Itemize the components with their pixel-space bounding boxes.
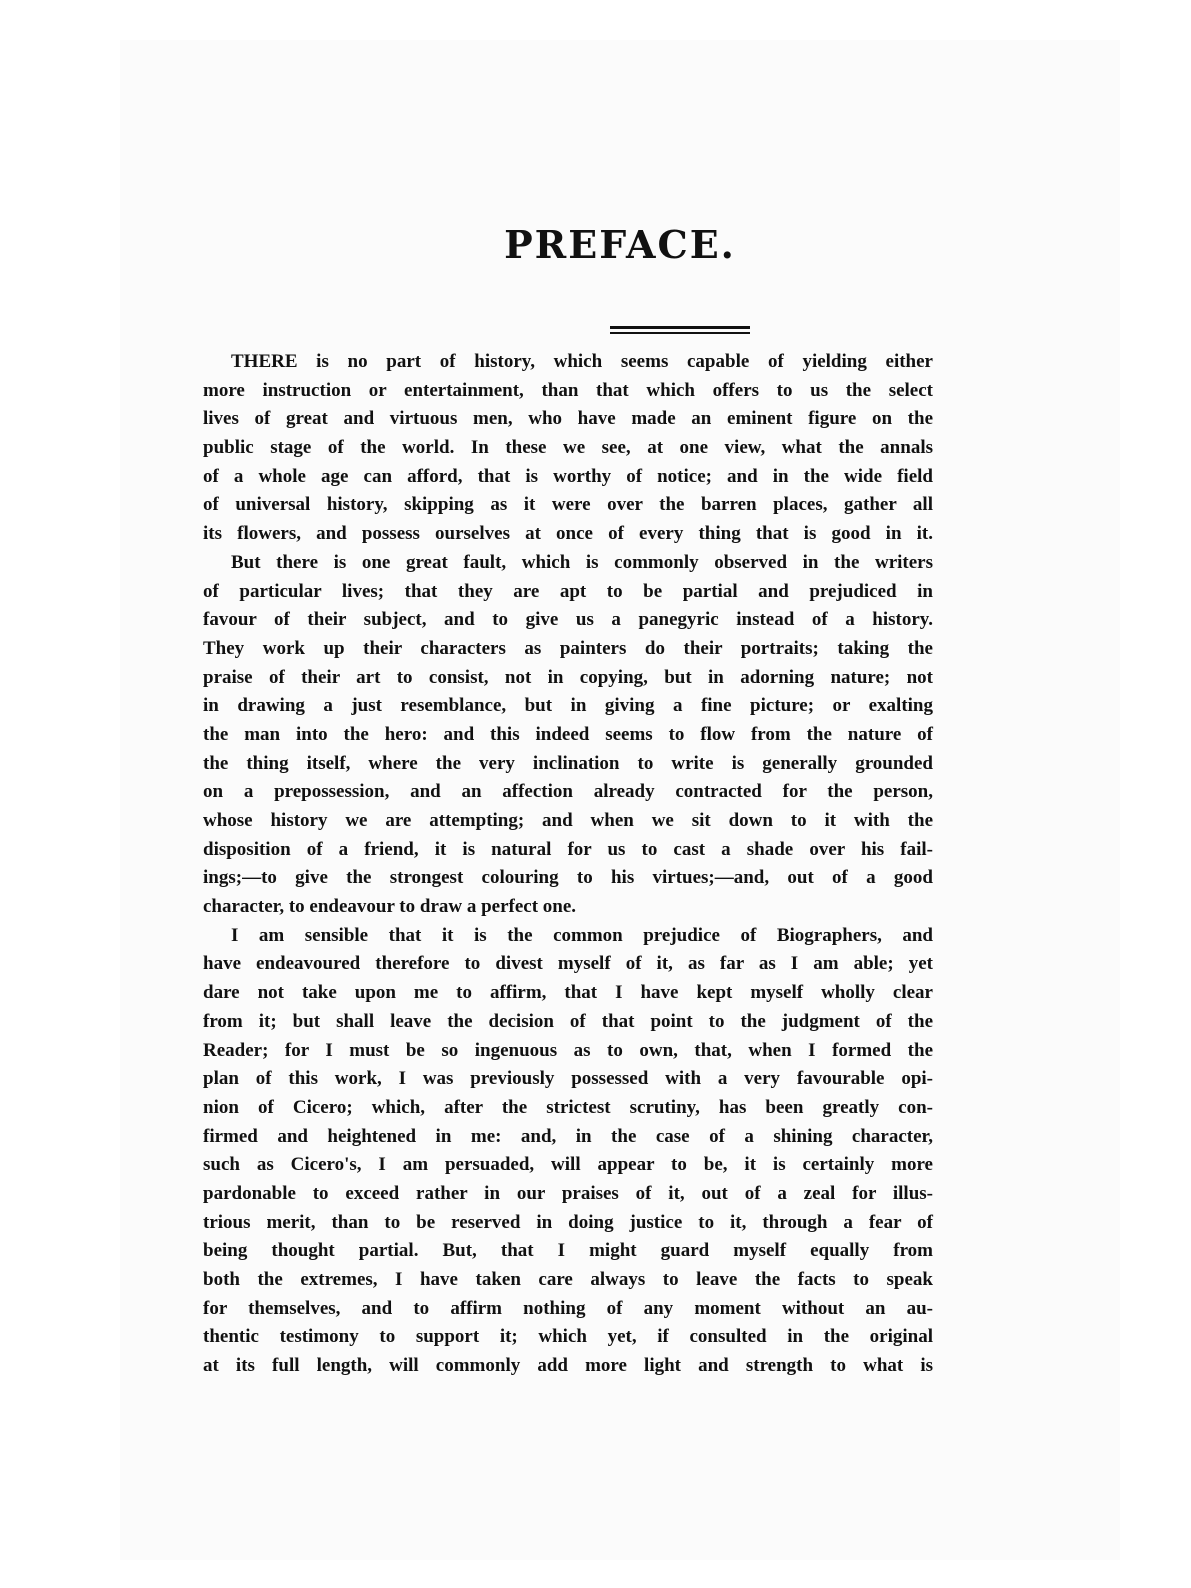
text-line: pardonable to exceed rather in our praises of it, out of a zeal for illus- [203,1182,933,1204]
text-line: nion of Cicero; which, after the strictest scrutiny, has been greatly con- [203,1096,933,1118]
text-line: I am sensible that it is the common prejudice of Biographers, and [231,924,933,946]
text-line: praise of their art to consist, not in copying, but in adorning nature; not [203,666,933,688]
text-line: its flowers, and possess ourselves at once of every thing that is good in it. [203,523,933,545]
text-line: They work up their characters as painters do their portraits; taking the [203,637,933,659]
text-line: the man into the hero: and this indeed seems to flow from the nature of [203,723,933,745]
text-line: of particular lives; that they are apt to be partial and prejudiced in [203,580,933,602]
text-line: But there is one great fault, which is commonly observed in the writers [231,551,933,573]
text-line: firmed and heightened in me: and, in the case of a shining character, [203,1125,933,1147]
text-line: in drawing a just resemblance, but in giving a fine picture; or exalting [203,695,933,717]
text-line: public stage of the world. In these we see, at one view, what the annals [203,437,933,459]
text-line: plan of this work, I was previously possessed with a very favourable opi- [203,1068,933,1090]
text-line: favour of their subject, and to give us a panegyric instead of a history. [203,609,933,631]
text-line: such as Cicero's, I am persuaded, will appear to be, it is certainly more [203,1154,933,1176]
text-line: whose history we are attempting; and when we sit down to it with the [203,810,933,831]
text-line: both the extremes, I have taken care always to leave the facts to speak [203,1269,933,1290]
page-title: PREFACE. [504,222,736,267]
text-line: trious merit, than to be reserved in doing justice to it, through a fear of [203,1211,933,1233]
text-line: at its full length, will commonly add more light and strength to what is [203,1355,933,1377]
text-line: the thing itself, where the very inclination to write is generally grounded [203,752,933,774]
text-line: ings;—to give the strongest colouring to his virtues;—and, out of a good [203,867,933,889]
title-rule-thick [610,326,750,329]
text-line: have endeavoured therefore to divest myself of it, as far as I am able; yet [203,953,933,975]
text-line: character, to endeavour to draw a perfect one. [203,896,577,918]
text-line: THERE is no part of history, which seems capable of yielding either [231,351,933,372]
text-line: of universal history, skipping as it were over the barren places, gather all [203,494,933,516]
text-line: on a prepossession, and an affection already contracted for the person, [203,781,933,803]
text-line: being thought partial. But, that I might guard myself equally from [203,1240,933,1262]
text-line: of a whole age can afford, that is worthy of notice; and in the wide field [203,465,933,487]
text-line: disposition of a friend, it is natural for us to cast a shade over his fail- [203,838,933,860]
text-line: for themselves, and to affirm nothing of any moment without an au- [203,1297,933,1319]
text-line: from it; but shall leave the decision of that point to the judgment of the [203,1010,933,1032]
text-line: lives of great and virtuous men, who have made an eminent figure on the [203,408,933,430]
title-rule-thin [610,332,750,334]
preface-body [203,348,933,1381]
text-line: dare not take upon me to affirm, that I have kept myself wholly clear [203,982,933,1004]
text-line: thentic testimony to support it; which yet, if consulted in the original [203,1326,933,1348]
text-line: more instruction or entertainment, than that which offers to us the select [203,379,933,401]
text-line: Reader; for I must be so ingenuous as to own, that, when I formed the [203,1039,933,1061]
